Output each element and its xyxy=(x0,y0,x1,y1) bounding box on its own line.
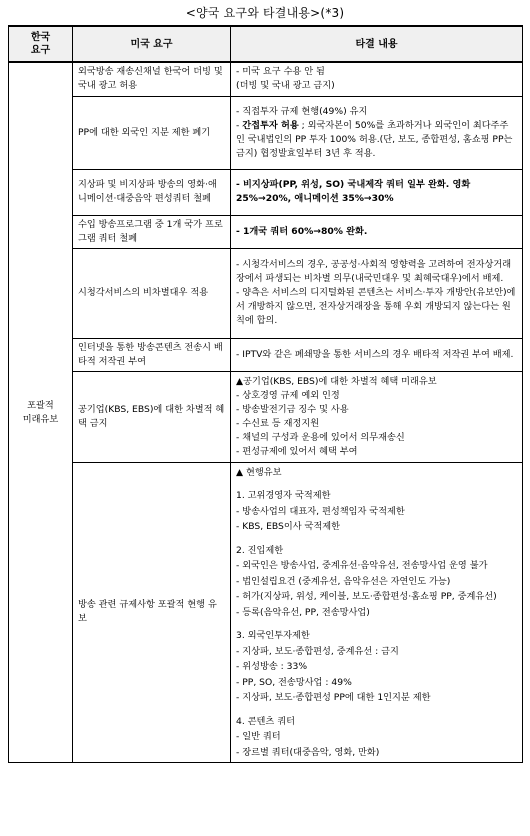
result-line: - 직접투자 규제 현행(49%) 유지 xyxy=(236,105,368,117)
table-header-row xyxy=(9,26,523,62)
result-line xyxy=(236,535,517,543)
result-line: - KBS, EBS이사 국적제한 xyxy=(236,521,341,532)
result-line: 3. 외국인투자제한 xyxy=(236,630,310,641)
us-demand-cell: 공기업(KBS, EBS)에 대한 차별적 혜택 금지 xyxy=(73,371,231,462)
result-line: - 상호경영 규제 예외 인정 xyxy=(236,389,340,401)
result-line: (더빙 및 국내 광고 금지) xyxy=(236,80,335,92)
table-row xyxy=(9,62,523,96)
result-cell xyxy=(231,338,523,371)
table-row xyxy=(9,371,523,462)
emphasis-text: 간접투자 허용 xyxy=(242,119,299,131)
us-demand-cell: 방송 관련 규제사항 포괄적 현행 유보 xyxy=(73,462,231,763)
result-line: - 양측은 서비스의 디지털화된 콘텐츠는 서비스·투자 개방안(유보안)에서 개방하지 않으면, 전자상거래장을 통해 우회 개방되지 않는다는 원칙에 합의. xyxy=(236,287,516,326)
result-cell xyxy=(231,371,523,462)
result-line: - 위성방송 : 33% xyxy=(236,661,308,672)
us-demand-cell: 시청각서비스의 비차별대우 적용 xyxy=(73,248,231,338)
result-line: - 지상파, 보도·종합편성, 중계유선 : 금지 xyxy=(236,645,399,657)
result-line: 4. 콘텐츠 쿼터 xyxy=(236,715,295,727)
result-line xyxy=(236,480,517,488)
result-line: 2. 진입제한 xyxy=(236,544,284,556)
header-result: 타결 내용 xyxy=(231,26,523,62)
result-line: - 방송발전기금 징수 및 사용 xyxy=(236,403,349,415)
result-line: 1. 고위경영자 국적제한 xyxy=(236,490,331,501)
result-line: - 간접투자 허용 ; 외국자본이 50%를 초과하거나 외국인이 최다주주인 국내법인의 PP 투자 100% 허용.(단, 보도, 종합편성, 홈쇼핑 PP는 금지) 협정발효일부터 3년 후 적용. xyxy=(236,119,513,159)
result-line: - 등록(음악유선, PP, 전송망사업) xyxy=(236,606,370,618)
result-line: - 방송사업의 대표자, 편성책임자 국적제한 xyxy=(236,505,405,517)
result-line xyxy=(236,620,517,628)
result-line: - 미국 요구 수용 안 됨 xyxy=(236,66,325,78)
result-line: - 수신료 등 재정지원 xyxy=(236,417,320,429)
table-row xyxy=(9,248,523,338)
result-cell xyxy=(231,96,523,169)
result-line: ▲ 현행유보 xyxy=(236,466,282,478)
result-line: - 1개국 쿼터 60%→80% 완화. xyxy=(236,225,368,237)
result-cell xyxy=(231,62,523,96)
result-cell xyxy=(231,462,523,763)
result-line: - 채널의 구성과 운용에 있어서 의무재송신 xyxy=(236,431,405,443)
us-demand-cell: 지상파 및 비지상파 방송의 영화·애니메이션·대중음악 편성쿼터 철폐 xyxy=(73,169,231,215)
result-line: - 법인설립요건 (중계유선, 음악유선은 자연인도 가능) xyxy=(236,575,451,587)
us-demand-cell: 외국방송 재송신채널 한국어 더빙 및 국내 광고 허용 xyxy=(73,62,231,96)
result-line: - 장르별 쿼터(대중음악, 영화, 만화) xyxy=(236,746,380,758)
result-line: - 허가(지상파, 위성, 케이블, 보도·종합편성·홈쇼핑 PP, 중계유선) xyxy=(236,591,497,602)
result-line: - 지상파, 보도·종합편성 PP에 대한 1인지분 제한 xyxy=(236,692,431,703)
header-country: 한국 요구 xyxy=(9,26,73,62)
result-line: - 편성규제에 있어서 혜택 부여 xyxy=(236,445,358,457)
us-demand-cell: PP에 대한 외국인 지분 제한 폐기 xyxy=(73,96,231,169)
result-cell xyxy=(231,169,523,215)
result-line xyxy=(236,706,517,714)
result-line: - 비지상파(PP, 위성, SO) 국내제작 쿼터 일부 완화. 영화 25%→20%, 애니메이션 35%→30% xyxy=(236,179,471,204)
result-line: - 외국인은 방송사업, 중계유선·음악유선, 전송망사업 운영 불가 xyxy=(236,560,488,571)
result-line: - 시청각서비스의 경우, 공공성·사회적 영향력을 고려하여 전자상거래장에서 파생되는 비차별 의무(내국민대우 및 최혜국대우)에서 배제. xyxy=(236,259,512,284)
table-caption: <양국 요구와 타결내용>(*3) xyxy=(185,6,345,20)
korea-demand-cell: 포괄적 미래유보 xyxy=(9,62,73,763)
table-row xyxy=(9,215,523,248)
header-us-demand: 미국 요구 xyxy=(73,26,231,62)
result-line: - PP, SO, 전송망사업 : 49% xyxy=(236,676,352,688)
result-cell xyxy=(231,215,523,248)
us-demand-cell: 수입 방송프로그램 중 1개 국가 프로그램 쿼터 철폐 xyxy=(73,215,231,248)
result-line: - IPTV와 같은 폐쇄망을 통한 서비스의 경우 배타적 저작권 부여 배제. xyxy=(236,348,514,360)
us-demand-cell: 인터넷을 통한 방송콘텐츠 전송시 배타적 저작권 부여 xyxy=(73,338,231,371)
table-row xyxy=(9,96,523,169)
table-row xyxy=(9,169,523,215)
table-row xyxy=(9,338,523,371)
result-line: ▲공기업(KBS, EBS)에 대한 차별적 혜택 미래유보 xyxy=(236,375,437,387)
agreement-table xyxy=(8,25,523,763)
table-row xyxy=(9,462,523,763)
result-cell xyxy=(231,248,523,338)
result-line: - 일반 쿼터 xyxy=(236,731,281,742)
